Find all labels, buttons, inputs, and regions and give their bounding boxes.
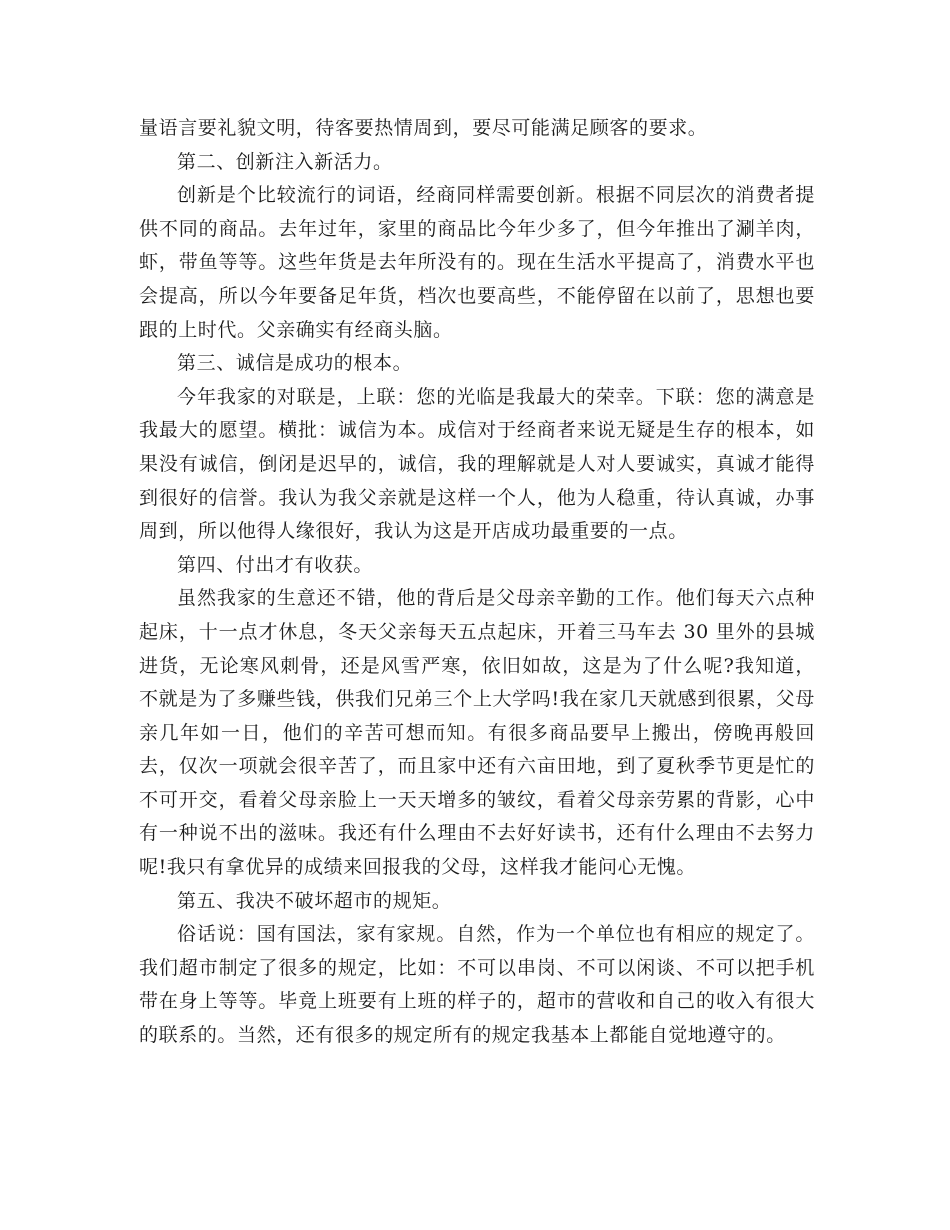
document-body <box>139 112 815 1053</box>
section-heading-effort: 第四、付出才有收获。 <box>177 553 374 576</box>
section-heading-innovation: 第二、创新注入新活力。 <box>177 150 393 173</box>
paragraph-rules: 俗话说：国有国法，家有家规。自然，作为一个单位也有相应的规定了。我们超市制定了很多的规定，比如：不可以串岗、不可以闲谈、不可以把手机带在身上等等。毕竟上班要有上班的样子的，超市的营收和自己的收入有很大的联系的。当然，还有很多的规定所有的规定我基本上都能自觉地遵守的。 <box>139 923 815 1047</box>
section-heading-integrity: 第三、诚信是成功的根本。 <box>177 352 413 375</box>
paragraph-innovation: 创新是个比较流行的词语，经商同样需要创新。根据不同层次的消费者提供不同的商品。去年过年，家里的商品比今年少多了，但今年推出了涮羊肉，虾，带鱼等等。这些年货是去年所没有的。现在生活水平提高了，消费水平也会提高，所以今年要备足年货，档次也要高些，不能停留在以前了，思想也要跟的上时代。父亲确实有经商头脑。 <box>139 184 815 341</box>
section-heading-rules: 第五、我决不破坏超市的规矩。 <box>177 889 452 912</box>
paragraph-effort: 虽然我家的生意还不错，他的背后是父母亲辛勤的工作。他们每天六点种起床，十一点才休息，冬天父亲每天五点起床，开着三马车去 30 里外的县城进货，无论寒风刺骨，还是风雪严寒，依旧如故，这是为了什么呢?我知道，不就是为了多赚些钱，供我们兄弟三个上大学吗!我在家几天就感到很累，父母亲几年如一日，他们的辛苦可想而知。有很多商品要早上搬出，傍晚再般回去，仅次一项就会很辛苦了，而且家中还有六亩田地，到了夏秋季节更是忙的不可开交，看着父母亲脸上一天天增多的皱纹，看着父母亲劳累的背影，心中有一种说不出的滋味。我还有什么理由不去好好读书，还有什么理由不去努力呢!我只有拿优异的成绩来回报我的父母，这样我才能问心无愧。 <box>139 587 815 879</box>
paragraph-continuation: 量语言要礼貌文明，待客要热情周到，要尽可能满足顾客的要求。 <box>139 117 708 139</box>
paragraph-integrity: 今年我家的对联是，上联：您的光临是我最大的荣幸。下联：您的满意是我最大的愿望。横批：诚信为本。成信对于经商者来说无疑是生存的根本，如果没有诚信，倒闭是迟早的，诚信，我的理解就是人对人要诚实，真诚才能得到很好的信誉。我认为我父亲就是这样一个人，他为人稳重，待认真诚，办事周到，所以他得人缘很好，我认为这是开店成功最重要的一点。 <box>139 385 815 543</box>
